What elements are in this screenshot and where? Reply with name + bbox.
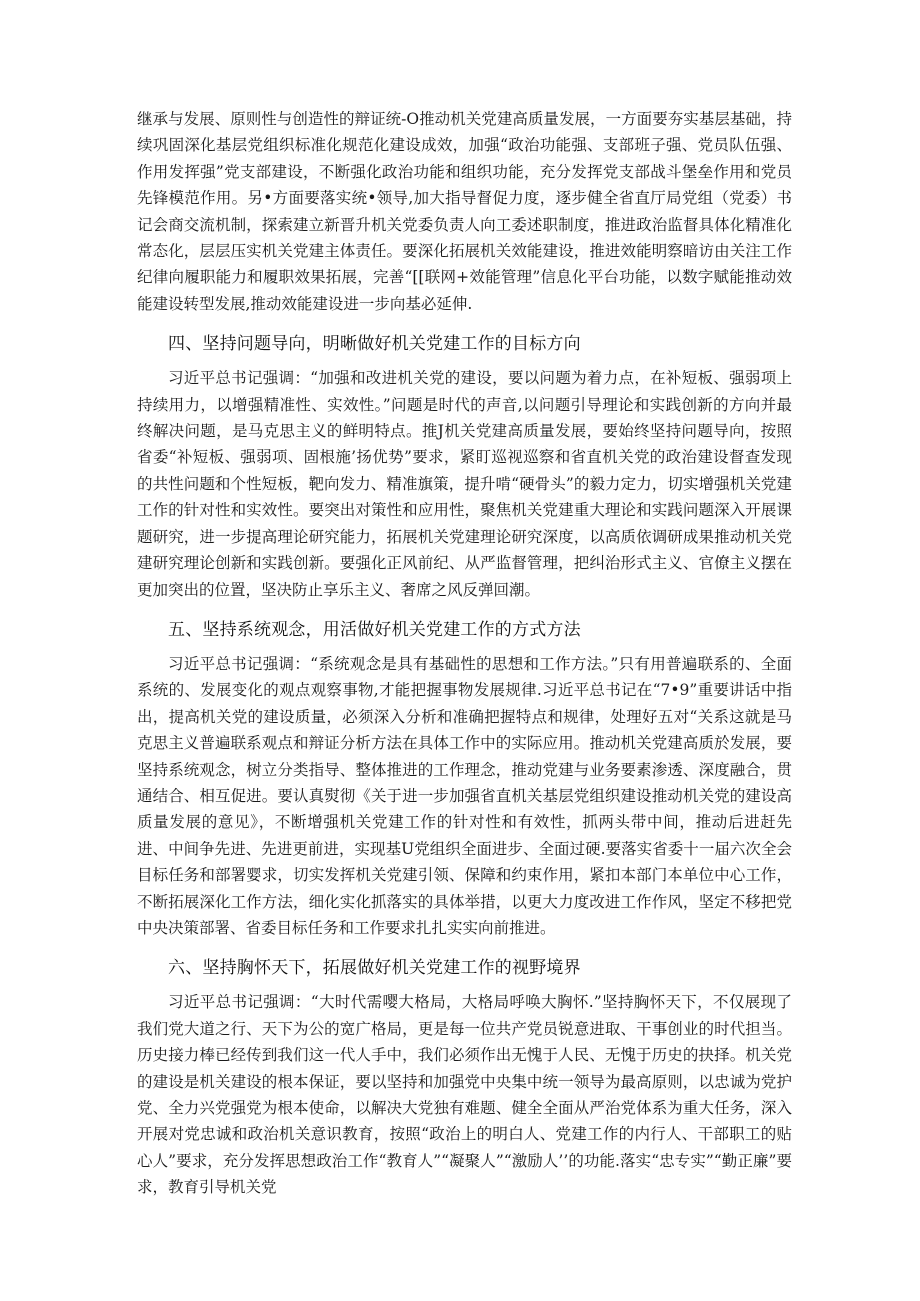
section-heading-5: 五、坚持系统观念，用活做好机关党建工作的方式方法 (168, 619, 581, 640)
paragraph-section-5: 习近平总书记强调：“系统观念是具有基础性的思想和工作方法。”只有用普遍联系的、全面系统的、发展变化的观点观察事物,才能把握事物发展规律.习近平总书记在“7•9”重要讲话中指出，提高机关党的建设质量，必须深入分析和准确把握特点和规律，处理好五对“关系这就是马克思主义普遍联系观点和辩证分析方法在具体工作中的实际应用。推动机关党建高质於发展，要坚持系统观念，树立分类指导、整体推进的工作理念，推动党建与业务要素渗透、深度融合，贯通结合、相互促进。要认真熨彻《关于进一步加强省直机关基层党组织建设推动机关党的建设高质量发展的意见》，不断增强机关党建工作的针对性和有效性，抓两头带中间，推动后进赶先进、中间争先进、先进更前进，实现基U党组织全面进步、全面过硬.要落实省委十一届六次全会目标任务和部署婴求，切实发挥机关党建引领、保障和约束作用，紧扣本部门本单位中心工作，不断拓展深化工作方法，细化实化抓落实的具体举措，以更大力度改进工作作风，坚定不移把党中央决策部署、省委目标任务和工作要求扎扎实实向前推进。 (137, 654, 792, 937)
section-heading-6: 六、坚持胸怀天下，拓展做好机关党建工作的视野境界 (168, 958, 581, 979)
paragraph-section-6: 习近平总书记强调：“大时代需嘤大格局，大格局呼唤大胸怀.”坚持胸怀天下，不仅展现了我们党大道之行、天下为公的宽广格局，更是每一位共产党员锐意进取、干事创业的时代担当。历史接力棒已经传到我们这一代人手中，我们必须作出无愧于人民、无愧于历史的抉择。机关党的建设是机关建设的根本保证，要以坚持和加强党中央集中统一领导为最高原则，以忠诚为党护党、全力兴党强党为根本使命，以解决大党独有难题、健全全面从严治党体系为重大任务，深入开展对党忠诚和政治机关意识教育，按照“政治上的明白人、党建工作的内行人、干部职工的贴心人”要求，充分发挥思想政治工作“教育人”“凝聚人”“激励人’’的功能.落实“忠专实”“勤正廉”要求，教育引导机关党 (137, 993, 792, 1197)
paragraph-continuation: 继承与发展、原则性与创造性的辩证统-O推动机关党建高质量发展，一方面要夯实基层基础，持续巩固深化基层党组织标准化规范化建设成效，加强“政治功能强、支部班子强、党员队伍强、作用发挥强”党支部建设，不断强化政治功能和组织功能，充分发挥党支部战斗堡垒作用和党员先锋模范作用。另•方面要落实统•领导,加大指导督促力度，逐步健全省直厅局党组（党委）书记会商交流机制，探索建立新晋升机关党委负责人向工委述职制度，推进政治监督具体化精准化常态化，层层压实机关党建主体责任。要深化拓展机关效能建设，推进效能明察暗访由关注工作纪律向履职能力和履职效果拓展，完善“[[联网+效能管理”信息化平台功能，以数字赋能推动效能建设转型发展,推动效能建设进一步向基必延伸. (137, 110, 792, 313)
section-heading-4: 四、坚持问题导向，明晰做好机关党建工作的目标方向 (168, 334, 581, 355)
paragraph-section-4: 习近平总书记强调：“加强和改进机关党的建设，要以问题为着力点，在补短板、强弱项上持续用力，以增强精准性、实效性。”问题是时代的声音,以问题引导理论和实践创新的方向并最终解决问题，是马克思主义的鲜明特点。推J机关党建高质量发展，要始终坚持问题导向，按照省委“补短板、强弱项、固根施’扬优势”要求，紧盯巡视巡察和省直机关党的政治建设督查发现的共性问题和个性短板，靶向发力、精准旗策，提升啃“硬骨头”的毅力定力，切实增强机关党建工作的针对性和实效性。要突出对策性和应用性，聚焦机关党建重大理论和实践问题深入开展课题研究，进一步提高理论研究能力，拓展机关党建理论研究深度，以高质依调研成果推动机关党建研究理论创新和实践创新。要强化正风前纪、从严监督管理，把纠治形式主义、官僚主义摆在更加突出的位置，坚决防止享乐主义、奢席之风反弹回潮。 (137, 369, 792, 599)
document-body (137, 106, 792, 1201)
